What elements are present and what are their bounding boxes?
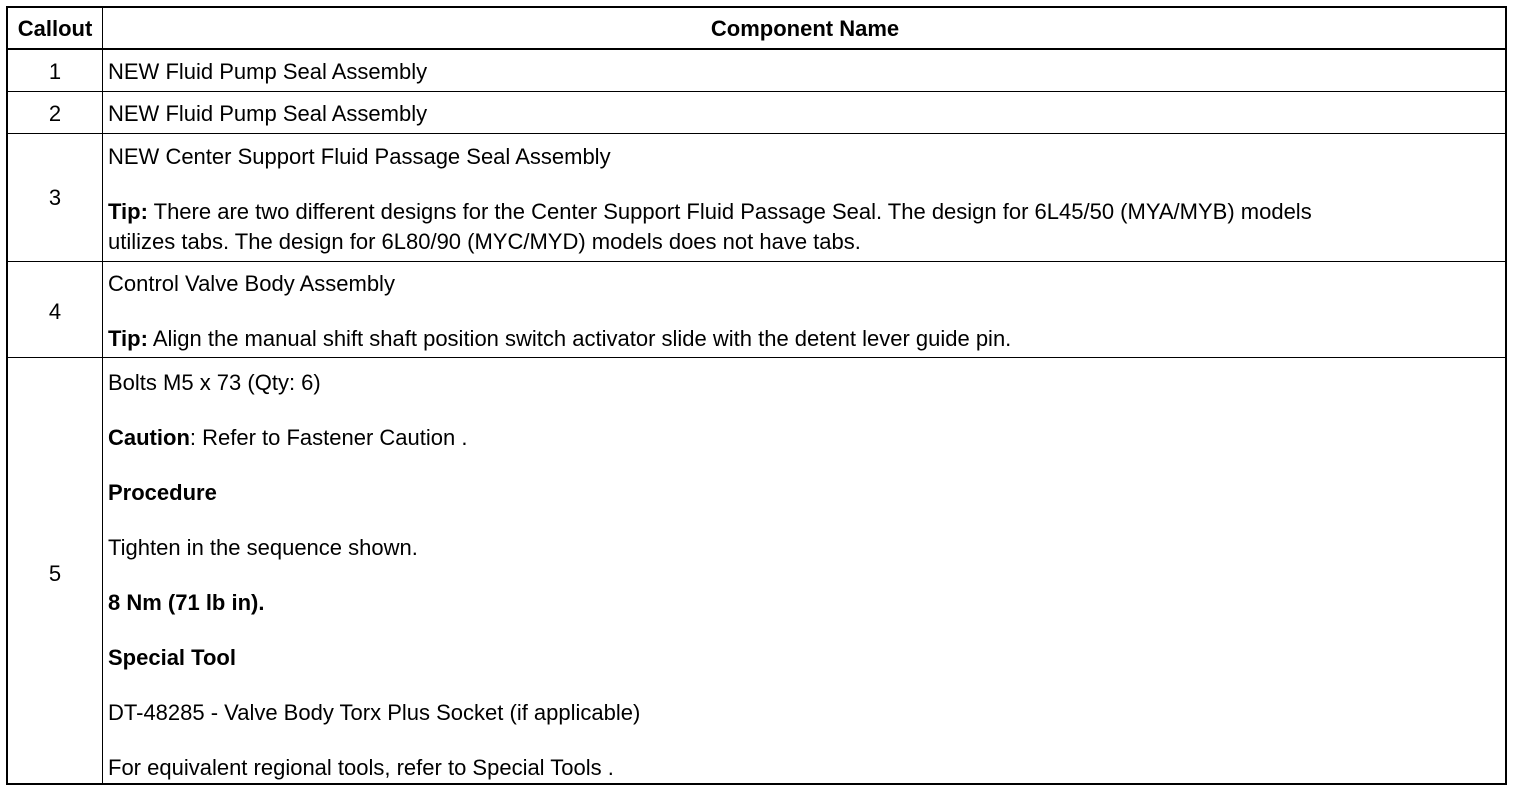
tip-3-line-b: utilizes tabs. The design for 6L80/90 (MYC/MYD) models does not have tabs. [108,229,861,254]
row-divider [8,91,1505,92]
tip-text: Align the manual shift shaft position switch activator slide with the detent lever guide pin. [147,326,1012,351]
callout-2: 2 [48,101,62,126]
row-divider [8,261,1505,262]
component-3: NEW Center Support Fluid Passage Seal Assembly [108,144,611,169]
row-divider [8,133,1505,134]
tip-3-line-a [108,199,1312,225]
tip-4 [108,326,1011,352]
caution-text: : Refer to Fastener Caution . [189,425,468,450]
component-5: Bolts M5 x 73 (Qty: 6) [108,370,321,395]
callout-5: 5 [48,561,62,586]
row-divider [8,48,1505,50]
procedure-heading: Procedure [108,480,217,505]
torque-spec: 8 Nm (71 lb in). [108,590,265,615]
special-tool-item: DT-48285 - Valve Body Torx Plus Socket (if applicable) [108,700,641,725]
caution-5 [108,425,467,451]
regional-tools-note: For equivalent regional tools, refer to Special Tools . [108,755,614,780]
component-1: NEW Fluid Pump Seal Assembly [108,59,428,84]
special-tool-heading: Special Tool [108,645,236,670]
caution-label: Caution [108,425,190,450]
component-table [6,6,1507,785]
callout-3: 3 [48,185,62,210]
header-component-name: Component Name [710,16,900,41]
component-2: NEW Fluid Pump Seal Assembly [108,101,428,126]
row-divider [8,357,1505,358]
callout-1: 1 [48,59,62,84]
callout-4: 4 [48,299,62,324]
header-callout: Callout [17,16,93,41]
component-4: Control Valve Body Assembly [108,271,395,296]
tip-label: Tip: [108,326,148,351]
column-divider [102,8,103,783]
procedure-step: Tighten in the sequence shown. [108,535,418,560]
tip-label: Tip: [108,199,148,224]
tip-text: There are two different designs for the Center Support Fluid Passage Seal. The design for 6L45/50 (MYA/MYB) models [147,199,1312,224]
